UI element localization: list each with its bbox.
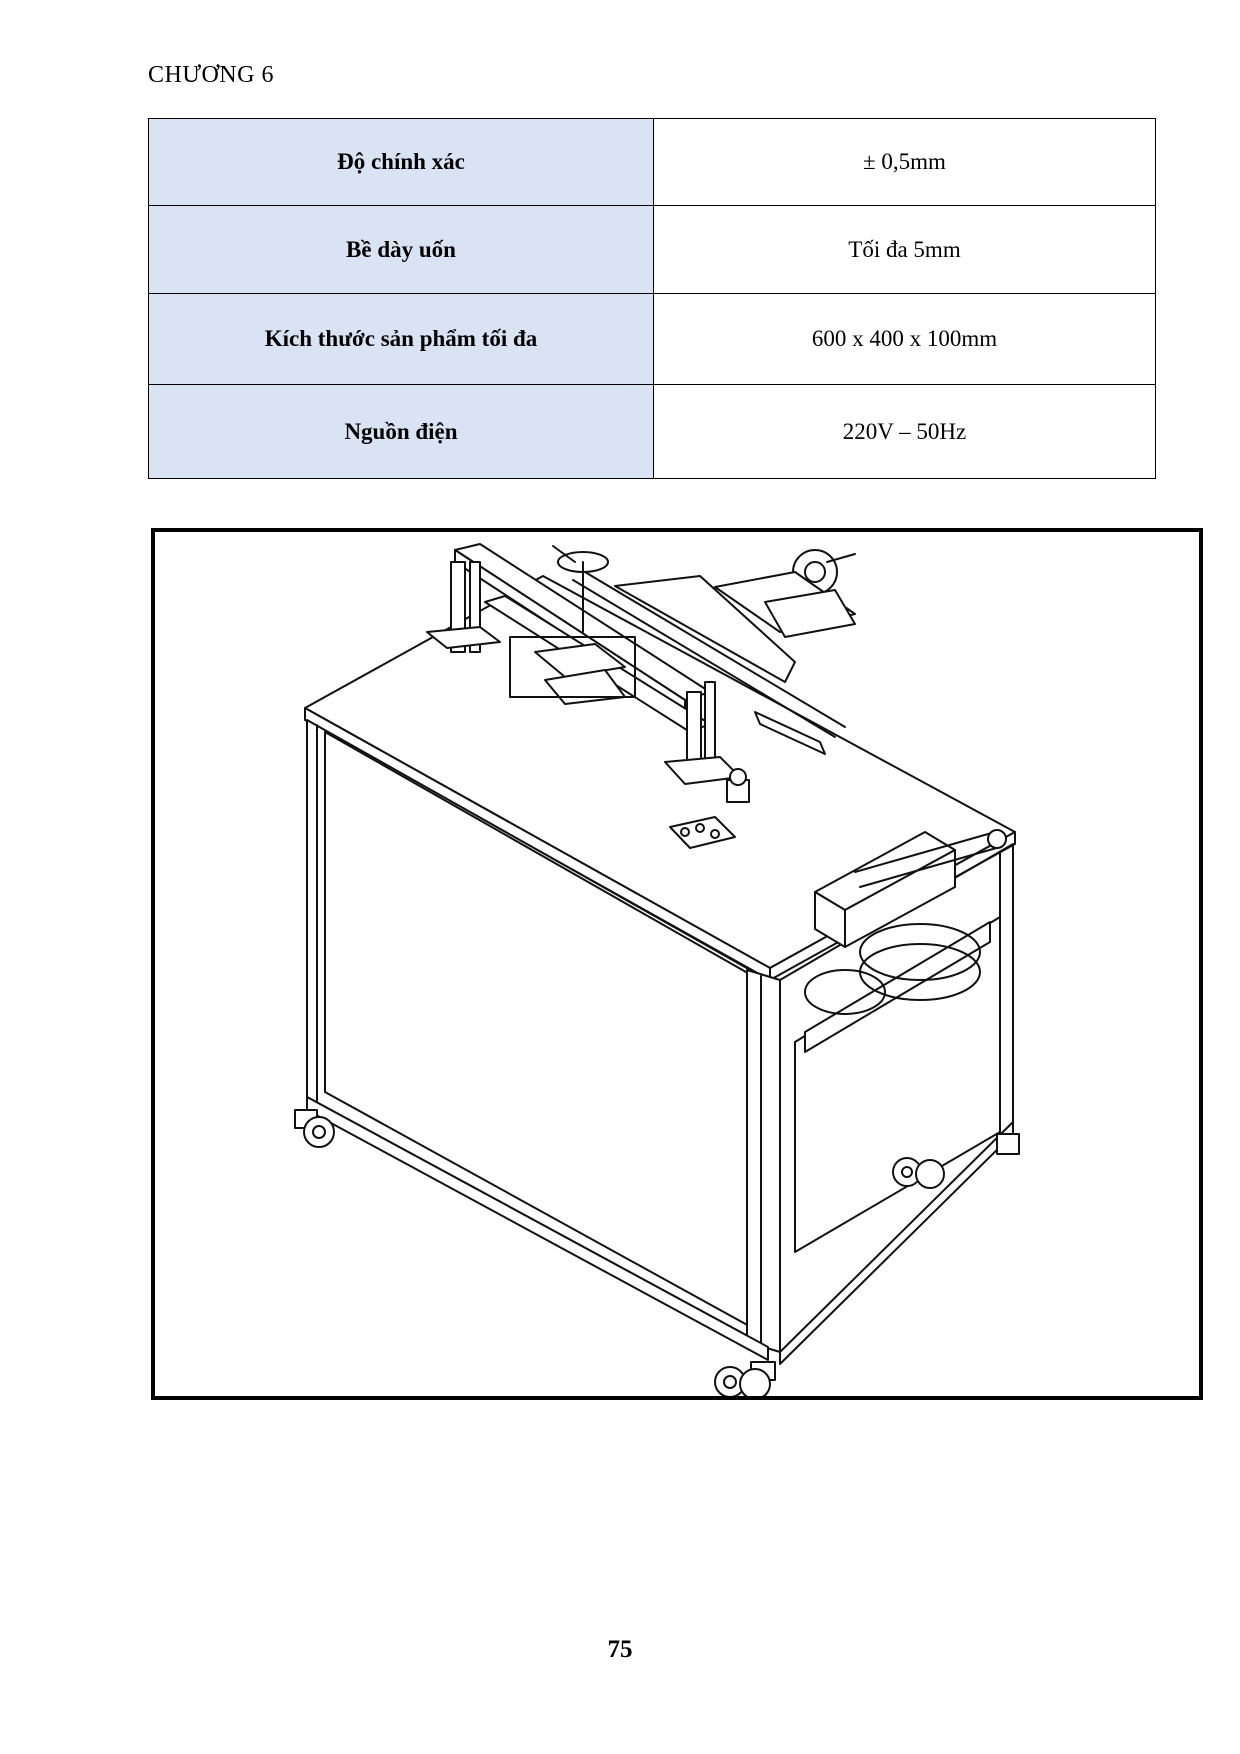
spec-label: Kích thước sản phẩm tối đa — [149, 294, 654, 385]
spec-table — [148, 118, 1156, 479]
machine-drawing — [155, 532, 1199, 1396]
spec-label: Độ chính xác — [149, 119, 654, 206]
table-row — [149, 385, 1156, 479]
chapter-heading: CHƯƠNG 6 — [148, 62, 274, 88]
spec-value: Tối đa 5mm — [654, 206, 1156, 294]
table-row — [149, 119, 1156, 206]
table-row — [149, 294, 1156, 385]
page-number: 75 — [607, 1636, 633, 1663]
spec-label: Bề dày uốn — [149, 206, 654, 294]
spec-value: 220V – 50Hz — [654, 385, 1156, 479]
machine-figure — [151, 528, 1203, 1400]
spec-label: Nguồn điện — [149, 385, 654, 479]
table-row — [149, 206, 1156, 294]
spec-value: 600 x 400 x 100mm — [654, 294, 1156, 385]
spec-value: ± 0,5mm — [654, 119, 1156, 206]
